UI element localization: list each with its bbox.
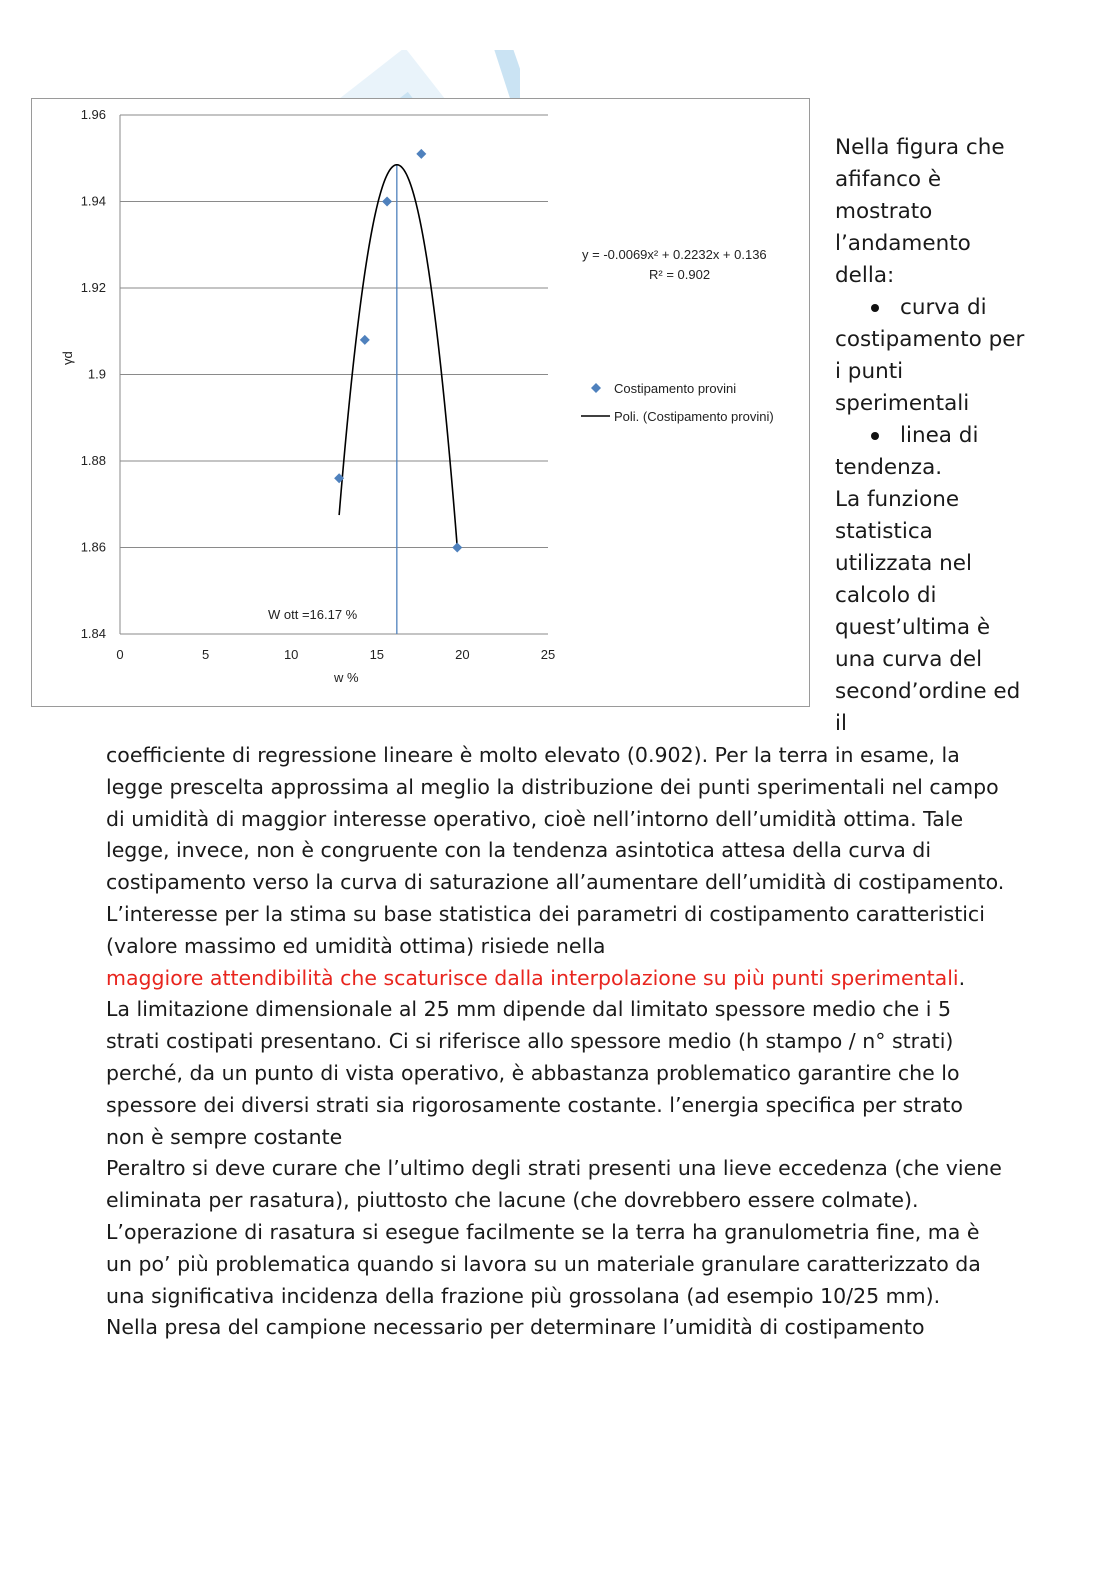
body-p1-highlight: maggiore attendibilità che scaturisce dalla interpolazione su più punti sperimentali: [106, 965, 959, 990]
body-paragraph-3: Peraltro si deve curare che l’ultimo degli strati presenti una lieve eccedenza (che viene eliminata per rasatura), piuttosto che lacune (che dovrebbero essere colmate). L’operazione di rasatura si esegue facilmente se la terra ha granulometria fine, ma è un po’ più problematica quando si lavora su un materiale granulare caratterizzato da una significativa incidenza della frazione più grossolana (ad esempio 10/25 mm).: [106, 1156, 1002, 1308]
side-after: La funzione statistica utilizzata nel calcolo di quest’ultima è una curva del second’ordine ed il: [835, 487, 1021, 736]
y-tick-labels: [81, 107, 106, 641]
data-point: [452, 543, 462, 553]
y-tick-label: 1.84: [80, 626, 106, 641]
body-text: [106, 740, 1006, 1344]
y-tick-label: 1.96: [80, 107, 106, 122]
chart-svg: [32, 99, 811, 708]
r-squared-label: R² = 0.902: [649, 267, 711, 282]
legend-entry-points: Costipamento provini: [614, 381, 737, 396]
data-point: [382, 197, 392, 207]
y-axis-label: γd: [60, 351, 75, 365]
body-p1-end: .: [958, 965, 966, 990]
y-tick-label: 1.88: [80, 453, 106, 468]
x-tick-label: 0: [116, 647, 124, 662]
side-intro: Nella figura che afifanco è mostrato l’andamento della:: [835, 135, 1005, 288]
x-tick-label: 10: [283, 647, 299, 662]
data-points: [334, 149, 462, 553]
data-point: [360, 335, 370, 345]
compaction-chart: [31, 98, 810, 707]
body-paragraph-2: La limitazione dimensionale al 25 mm dipende dal limitato spessore medio che i 5 strati costipati presentano. Ci si riferisce allo spessore medio (h stampo / n° strati) perché, da un punto di vista operativo, è abbastanza problematico garantire che lo spessore dei diversi strati sia rigorosamente costante. l’energia specifica per strato non è sempre costante: [106, 997, 963, 1149]
body-p1-text: coefficiente di regressione lineare è molto elevato (0.902). Per la terra in esame, la legge prescelta approssima al meglio la distribuzione dei punti sperimentali nel campo di umidità di maggior interesse operativo, cioè nell’intorno dell’umidità ottima. Tale legge, invece, non è congruente con la tendenza asintotica attesa della curva di costipamento verso la curva di saturazione all’aumentare dell’umidità di costipamento. L’interesse per la stima su base statistica dei parametri di costipamento caratteristici (valore massimo ed umidità ottima) risiede nella: [106, 743, 1005, 958]
x-tick-label: 15: [369, 647, 385, 662]
side-paragraph: [835, 132, 1035, 740]
optimal-moisture-annotation: W ott =16.17 %: [268, 607, 358, 622]
body-paragraph-1: [106, 740, 1006, 994]
chart-grid: [120, 115, 548, 634]
legend-marker-points: [591, 383, 601, 393]
x-axis-label: w %: [334, 670, 359, 685]
y-tick-label: 1.9: [87, 366, 106, 382]
y-tick-label: 1.92: [80, 280, 106, 295]
side-bullet-item: curva di costipamento per i punti sperimentali: [835, 292, 1035, 420]
trendline-curve: [339, 165, 457, 548]
legend-entry-trendline: Poli. (Costipamento provini): [614, 409, 774, 424]
x-tick-labels: [116, 647, 555, 662]
data-point: [416, 149, 426, 159]
x-tick-label: 5: [201, 647, 210, 662]
x-tick-label: 20: [455, 647, 470, 662]
y-tick-label: 1.86: [80, 539, 106, 555]
trendline-equation: y = -0.0069x² + 0.2232x + 0.136: [582, 247, 767, 262]
legend: [581, 381, 774, 424]
side-bullet-list: [835, 292, 1035, 484]
y-tick-label: 1.94: [80, 193, 106, 209]
x-tick-label: 25: [540, 647, 556, 662]
body-paragraph-4: Nella presa del campione necessario per determinare l’umidità di costipamento: [106, 1315, 925, 1340]
side-bullet-item: linea di tendenza.: [835, 420, 1035, 484]
